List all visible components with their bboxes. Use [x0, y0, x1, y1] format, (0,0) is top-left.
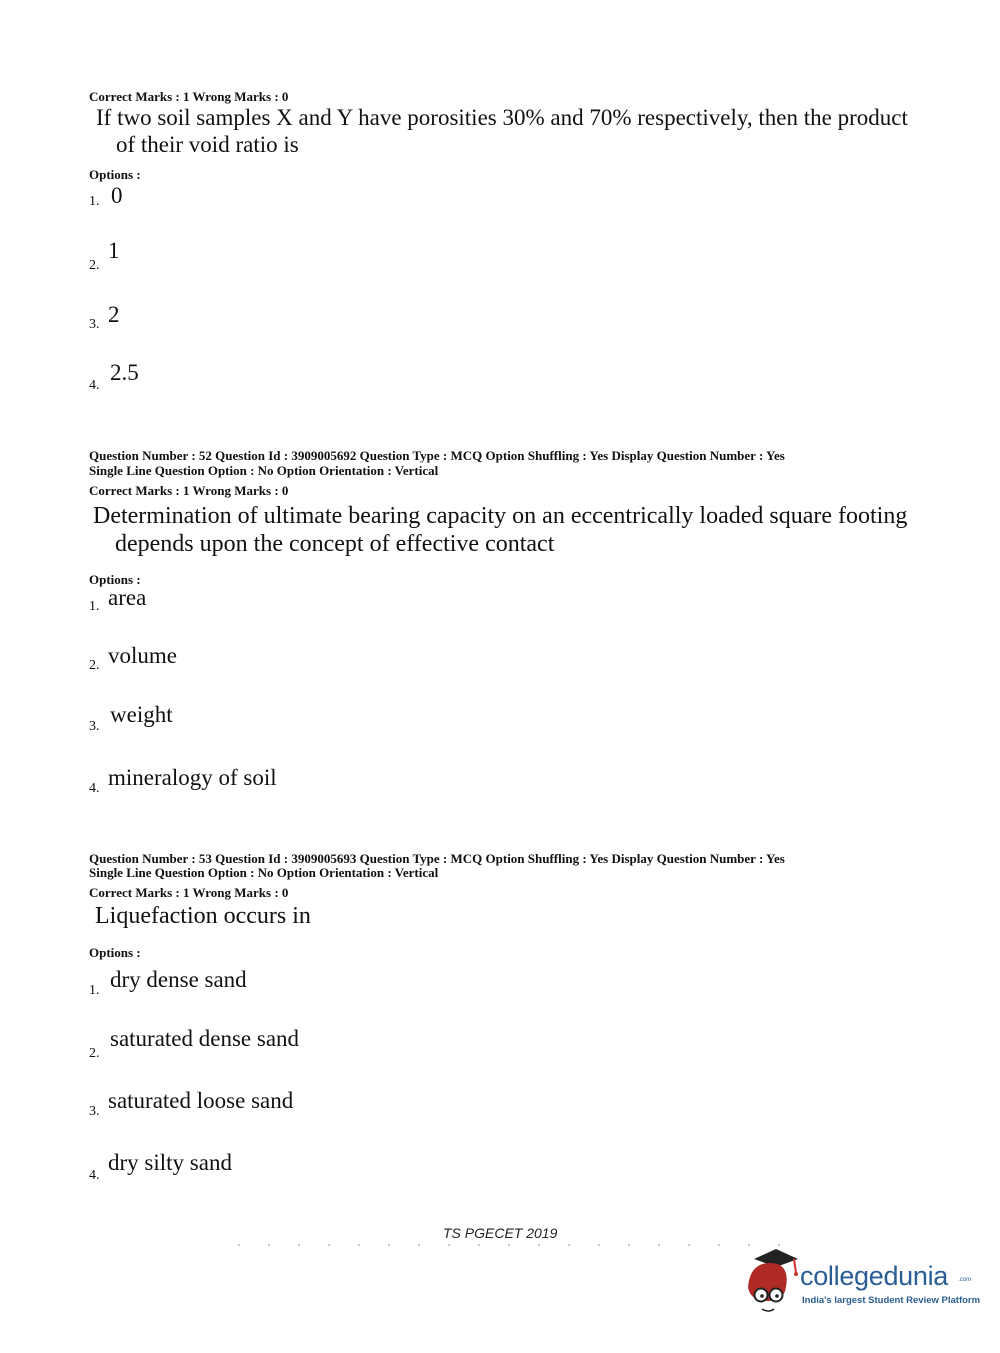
q52-marks: Correct Marks : 1 Wrong Marks : 0: [89, 483, 289, 498]
q51-option-1-text[interactable]: 0: [111, 183, 123, 208]
q52-option-1-text[interactable]: area: [108, 585, 147, 610]
q53-option-3-number: 3.: [89, 1104, 100, 1119]
q53-marks: Correct Marks : 1 Wrong Marks : 0: [89, 885, 289, 900]
q52-options-label: Options :: [89, 572, 141, 587]
q51-option-3-text[interactable]: 2: [108, 302, 120, 327]
q51-marks: Correct Marks : 1 Wrong Marks : 0: [89, 89, 289, 104]
q52-option-4-text[interactable]: mineralogy of soil: [108, 765, 277, 790]
q53-text-line1: Liquefaction occurs in: [95, 903, 311, 929]
q51-option-3-number: 3.: [89, 317, 100, 332]
q53-option-4-text[interactable]: dry silty sand: [108, 1150, 232, 1175]
q53-option-4-number: 4.: [89, 1168, 100, 1183]
q53-option-2-text[interactable]: saturated dense sand: [110, 1026, 300, 1051]
q51-text-line1: If two soil samples X and Y have porosities 30% and 70% respectively, then the product: [96, 105, 908, 130]
q51-option-1-number: 1.: [89, 194, 100, 209]
q52-option-4-number: 4.: [89, 781, 100, 796]
q52-option-1-number: 1.: [89, 599, 100, 614]
q51-options-label: Options :: [89, 167, 141, 182]
brand-tagline: India's largest Student Review Platform: [802, 1295, 981, 1306]
q51-option-2-number: 2.: [89, 258, 100, 273]
q52-option-3-text[interactable]: weight: [110, 702, 173, 727]
q52-text-line1: Determination of ultimate bearing capacity on an eccentrically loaded square footing: [93, 503, 908, 529]
footer-dotted-rule: [238, 1241, 798, 1249]
brand-suffix: .com: [958, 1277, 972, 1283]
q51-option-4-number: 4.: [89, 378, 100, 393]
q52-option-3-number: 3.: [89, 719, 100, 734]
q53-option-2-number: 2.: [89, 1046, 100, 1061]
q53-meta-line1: Question Number : 53 Question Id : 3909005693 Question Type : MCQ Option Shuffling : Yes Display Question Number : Yes: [89, 851, 785, 866]
brand-wordmark: collegedunia: [800, 1261, 949, 1291]
graduate-mascot-icon: [740, 1247, 800, 1313]
q52-option-2-number: 2.: [89, 658, 100, 673]
q52-option-2-text[interactable]: volume: [108, 643, 177, 668]
q52-meta-line1: Question Number : 52 Question Id : 3909005692 Question Type : MCQ Option Shuffling : Yes Display Question Number : Yes: [89, 448, 785, 463]
q53-option-3-text[interactable]: saturated loose sand: [108, 1088, 294, 1113]
footer-exam-title: TS PGECET 2019: [443, 1225, 558, 1241]
q52-meta-line2: Single Line Question Option : No Option Orientation : Vertical: [89, 463, 439, 478]
q53-option-1-number: 1.: [89, 983, 100, 998]
q51-option-4-text[interactable]: 2.5: [110, 360, 139, 385]
q53-option-1-text[interactable]: dry dense sand: [110, 967, 247, 992]
q52-text-line2: depends upon the concept of effective contact: [115, 531, 555, 557]
q53-meta-line2: Single Line Question Option : No Option Orientation : Vertical: [89, 865, 439, 880]
q51-text-line2: of their void ratio is: [116, 132, 299, 157]
q53-options-label: Options :: [89, 945, 141, 960]
collegedunia-logo[interactable]: [740, 1247, 981, 1317]
q51-option-2-text[interactable]: 1: [108, 238, 120, 263]
